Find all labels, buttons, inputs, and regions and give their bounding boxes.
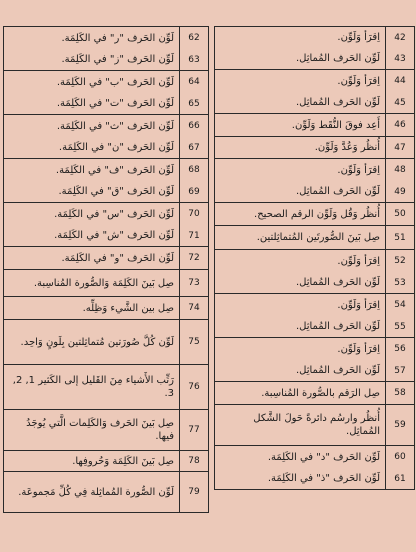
page-number: 59: [385, 405, 414, 445]
table-group: [4, 297, 208, 320]
table-group: [4, 71, 208, 115]
table-row: [4, 49, 208, 70]
table-group: [4, 365, 208, 410]
activity-text: صِل بَينَ الكَلِمَة وَالصُّورة المُناسِبة.: [33, 277, 174, 289]
activity-text: لَوِّن الحَرف "ن" في الكَلِمَة.: [58, 142, 174, 153]
page-number: 64: [179, 71, 208, 93]
page-number: 57: [385, 360, 414, 381]
table-row: [4, 225, 208, 246]
page-number: 67: [179, 137, 208, 158]
table-row: [4, 320, 208, 364]
page-number: 69: [179, 181, 208, 202]
activity-text: اِقرَأ وَلَوِّن.: [337, 75, 380, 87]
table-row: [215, 360, 414, 381]
activity-text: لَوِّن الحَرف المُماثِل.: [295, 186, 380, 197]
activity-text: صِل بَينَ الحَرف وَالكَلِمات الَّتي يُوجَدُ فيها.: [26, 418, 174, 442]
activity-text: اِقرَأ وَلَوِّن.: [337, 299, 380, 311]
table-group: [4, 115, 208, 159]
page-number: 66: [179, 115, 208, 137]
table-group: [4, 410, 208, 451]
page-number: 42: [385, 27, 414, 48]
table-row: [215, 294, 414, 316]
table-row: [215, 446, 414, 468]
table-row: [215, 27, 414, 48]
activity-text: لَوِّن الحَرف "ت" في الكَلِمَة.: [56, 98, 174, 109]
table-group: [215, 137, 414, 159]
table-row: [215, 226, 414, 249]
page-number: 46: [385, 114, 414, 136]
activity-text: لَوِّن الحَرف "ف" في الكَلِمَة.: [55, 164, 174, 176]
activity-text: لَوِّن الحَرف "ب" في الكَلِمَة.: [56, 76, 174, 88]
table-row: [4, 297, 208, 319]
activity-text: لَوِّن الحَرف "ث" في الكَلِمَة.: [56, 120, 174, 132]
table-group: [215, 446, 414, 489]
activity-text: لَوِّن الحَرف "س" في الكَلِمَة.: [54, 208, 174, 220]
activity-text: لَوِّن الحَرف المُماثِل.: [295, 277, 380, 288]
table-row: [215, 203, 414, 225]
table-row: [215, 405, 414, 445]
activity-text: لَوِّن كُلَّ صُورَتين مُتماثِلتين بِلَونٍ وَاحِد.: [20, 336, 174, 348]
page-number: 60: [385, 446, 414, 468]
page-number: 75: [179, 320, 208, 364]
page-number: 79: [179, 472, 208, 512]
activity-text: اِقرَأ وَلَوِّن.: [337, 343, 380, 355]
page-number: 72: [179, 247, 208, 269]
activity-text: لَوِّن الحَرف "ذ" في الكَلِمَة.: [267, 473, 380, 484]
activity-text: اِقرَأ وَلَوِّن.: [337, 255, 380, 267]
table-row: [4, 365, 208, 409]
table-group: [4, 203, 208, 247]
page-number: 45: [385, 92, 414, 113]
activity-text: صِل بَينَ الكَلِمَة وَحُروفِها.: [72, 455, 174, 467]
table-row: [4, 115, 208, 137]
table-row: [4, 472, 208, 512]
table-row: [4, 159, 208, 181]
activity-text: لَوِّن الحَرف "ش" في الكَلِمَة.: [54, 230, 174, 241]
table-group: [4, 27, 208, 71]
page-number: 49: [385, 181, 414, 202]
activity-text: لَوِّن الحَرف المُماثِل.: [295, 53, 380, 64]
table-row: [4, 203, 208, 225]
page-number: 54: [385, 294, 414, 316]
page-number: 55: [385, 316, 414, 337]
table-row: [4, 451, 208, 471]
page-number: 74: [179, 297, 208, 319]
table-row: [4, 71, 208, 93]
table-group: [215, 203, 414, 226]
table-group: [4, 451, 208, 472]
table-group: [4, 320, 208, 365]
table-group: [215, 226, 414, 250]
table-group: [215, 250, 414, 294]
activity-text: صِل بين الشَّيء وَظِلِّه.: [82, 302, 174, 314]
table-row: [4, 270, 208, 296]
page-number: 48: [385, 159, 414, 181]
activity-text: لَوِّن الحَرف المُماثِل.: [295, 321, 380, 332]
table-row: [215, 338, 414, 360]
table-group: [215, 338, 414, 382]
page-number: 56: [385, 338, 414, 360]
activity-text: أُنظُر وَقُل وَلَوِّن الرقم الصحيح.: [254, 208, 380, 220]
table-row: [4, 27, 208, 49]
page-number: 70: [179, 203, 208, 225]
page-number: 65: [179, 93, 208, 114]
activity-text: أَعِد فوقَ النُّقَط وَلَوِّن.: [291, 119, 380, 131]
activity-text: لَوِّن الحَرف "ر" في الكَلِمَة.: [61, 32, 174, 44]
activity-text: صِل الرَقم بالصُّورة المُناسِبة.: [261, 387, 380, 399]
table-row: [215, 382, 414, 404]
page-number: 52: [385, 250, 414, 272]
table-row: [215, 48, 414, 69]
table-group: [215, 405, 414, 446]
activity-text: صِل بَينَ الصُّورتَين المُتماثِلتين.: [256, 232, 380, 243]
activity-text: لَوِّن الحَرف "ق" في الكَلِمَة.: [58, 186, 174, 197]
page-number: 68: [179, 159, 208, 181]
page-number: 71: [179, 225, 208, 246]
page-number: 63: [179, 49, 208, 70]
table-group: [215, 27, 414, 70]
page-number: 50: [385, 203, 414, 225]
table-group: [215, 382, 414, 405]
activity-text: أُنظُر وَعُدَّ وَلَوِّن.: [314, 142, 380, 153]
table-row: [215, 70, 414, 92]
page-number: 61: [385, 468, 414, 489]
table-row: [215, 272, 414, 293]
table-group: [4, 247, 208, 270]
table-row: [215, 114, 414, 136]
table-row: [215, 468, 414, 489]
table-group: [4, 159, 208, 203]
page-number: 76: [179, 365, 208, 409]
table-group: [215, 294, 414, 338]
table-group: [4, 270, 208, 297]
left-column: [3, 26, 209, 513]
page-number: 77: [179, 410, 208, 450]
activity-text: لَوِّن الحَرف "و" في الكَلِمَة.: [61, 252, 174, 264]
page-number: 44: [385, 70, 414, 92]
page-number: 58: [385, 382, 414, 404]
right-column: [214, 26, 415, 490]
table-group: [4, 472, 208, 512]
activity-text: لَوِّن الصُّورة المُماثِلة فِي كُلِّ مَجموعَة.: [18, 486, 174, 498]
table-row: [4, 247, 208, 269]
table-row: [215, 316, 414, 337]
table-group: [215, 70, 414, 114]
activity-text: أُنظُر وارسُم دائرةً حَولَ الشَّكل المُماثِل.: [253, 413, 380, 437]
table-row: [4, 181, 208, 202]
page-number: 78: [179, 451, 208, 471]
activity-text: لَوِّن الحَرف المُماثِل.: [295, 365, 380, 376]
table-row: [215, 92, 414, 113]
table-row: [215, 159, 414, 181]
table-row: [4, 410, 208, 450]
page-number: 47: [385, 137, 414, 158]
table-row: [215, 181, 414, 202]
table-row: [4, 93, 208, 114]
page-number: 73: [179, 270, 208, 296]
page-number: 43: [385, 48, 414, 69]
activity-text: اِقرَأ وَلَوِّن.: [337, 32, 380, 43]
activity-text: رَتِّب الأَشياء مِنَ القَليل إلى الكَثير 1, 2, 3.: [12, 375, 174, 399]
activity-text: اِقرَأ وَلَوِّن.: [337, 164, 380, 176]
table-group: [215, 114, 414, 137]
table-row: [215, 250, 414, 272]
activity-text: لَوِّن الحَرف "ز" في الكَلِمَة.: [61, 54, 174, 65]
page-number: 53: [385, 272, 414, 293]
activity-text: لَوِّن الحَرف "د" في الكَلِمَة.: [267, 451, 380, 463]
page-number: 51: [385, 226, 414, 249]
table-group: [215, 159, 414, 203]
activity-text: لَوِّن الحَرف المُماثِل.: [295, 97, 380, 108]
table-row: [4, 137, 208, 158]
table-row: [215, 137, 414, 158]
page-number: 62: [179, 27, 208, 49]
